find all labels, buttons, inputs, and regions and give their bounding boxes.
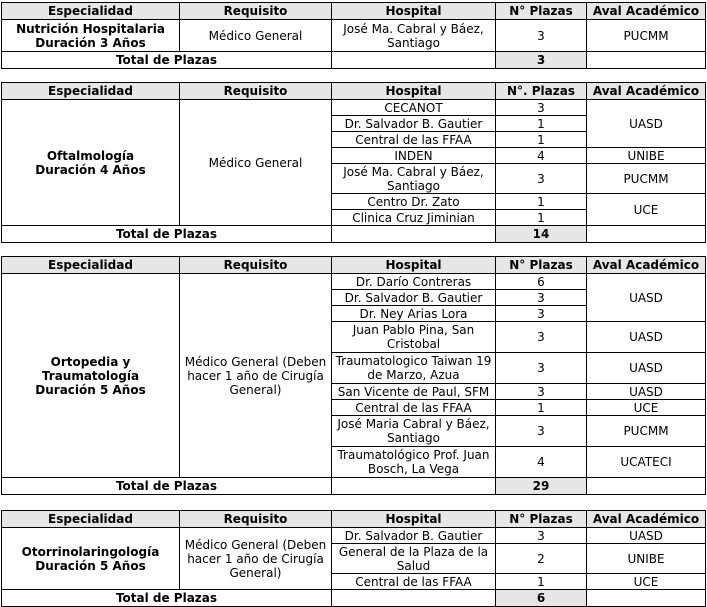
- specialty-duration: Duración 5 Años: [35, 382, 146, 397]
- hospital-cell: José Ma. Cabral y Báez, Santiago: [332, 164, 496, 194]
- plazas-cell: 6: [496, 274, 587, 290]
- header-hospital: Hospital: [332, 83, 496, 100]
- specialty-name: Ortopedia y Traumatología: [41, 354, 140, 383]
- header-aval: Aval Académico: [587, 3, 706, 20]
- total-empty: [587, 590, 706, 607]
- header-row: [2, 257, 706, 274]
- plazas-cell: 1: [496, 574, 587, 590]
- header-plazas: N° Plazas: [496, 3, 587, 20]
- hospital-cell: Central de las FFAA: [332, 400, 496, 416]
- header-requisito: Requisito: [180, 257, 332, 274]
- table-ortopedia: [1, 256, 706, 495]
- hospital-cell: Dr. Ney Arias Lora: [332, 306, 496, 322]
- header-plazas: N° Plazas: [496, 257, 587, 274]
- aval-cell: UASD: [587, 528, 706, 544]
- total-empty: [587, 226, 706, 243]
- aval-cell: UASD: [587, 384, 706, 400]
- header-row: [2, 511, 706, 528]
- requisito-cell: Médico General: [180, 20, 332, 52]
- total-spacer: [332, 590, 496, 607]
- header-requisito: Requisito: [180, 83, 332, 100]
- aval-cell: UNIBE: [587, 544, 706, 574]
- header-especialidad: Especialidad: [2, 511, 180, 528]
- hospital-cell: Central de las FFAA: [332, 574, 496, 590]
- hospital-cell: Traumatológico Prof. Juan Bosch, La Vega: [332, 447, 496, 478]
- header-row: [2, 3, 706, 20]
- total-label: Total de Plazas: [2, 52, 332, 69]
- total-row: [2, 52, 706, 69]
- hospital-cell: Dr. Salvador B. Gautier: [332, 116, 496, 132]
- plazas-cell: 3: [496, 306, 587, 322]
- hospital-cell: INDEN: [332, 148, 496, 164]
- aval-cell: UASD: [587, 322, 706, 353]
- aval-cell: UCE: [587, 194, 706, 226]
- header-aval: Aval Académico: [587, 511, 706, 528]
- total-label: Total de Plazas: [2, 478, 332, 495]
- specialty-duration: Duración 5 Años: [35, 558, 146, 573]
- hospital-cell: Juan Pablo Pina, San Cristobal: [332, 322, 496, 353]
- hospital-cell: Dr. Salvador B. Gautier: [332, 290, 496, 306]
- plazas-cell: 3: [496, 100, 587, 116]
- header-aval: Aval Académico: [587, 257, 706, 274]
- plazas-cell: 3: [496, 416, 587, 447]
- plazas-cell: 1: [496, 400, 587, 416]
- hospital-cell: José Ma. Cabral y Báez, Santiago: [332, 20, 496, 52]
- plazas-cell: 3: [496, 20, 587, 52]
- header-row: [2, 83, 706, 100]
- header-hospital: Hospital: [332, 257, 496, 274]
- table-row: [2, 100, 706, 116]
- total-row: [2, 226, 706, 243]
- plazas-cell: 3: [496, 322, 587, 353]
- header-especialidad: Especialidad: [2, 257, 180, 274]
- aval-cell: PUCMM: [587, 416, 706, 447]
- table-oftalmologia: [1, 82, 706, 243]
- table-row: [2, 20, 706, 52]
- total-value: 3: [496, 52, 587, 69]
- requisito-cell: Médico General (Deben hacer 1 año de Cirugía General): [180, 274, 332, 478]
- hospital-cell: CECANOT: [332, 100, 496, 116]
- specialty-name: Oftalmología: [46, 148, 135, 163]
- plazas-cell: 1: [496, 210, 587, 226]
- aval-cell: UCATECI: [587, 447, 706, 478]
- header-requisito: Requisito: [180, 511, 332, 528]
- plazas-cell: 3: [496, 353, 587, 384]
- plazas-cell: 3: [496, 164, 587, 194]
- specialty-cell: [2, 100, 180, 226]
- total-value: 14: [496, 226, 587, 243]
- total-label: Total de Plazas: [2, 590, 332, 607]
- plazas-cell: 1: [496, 132, 587, 148]
- hospital-cell: San Vicente de Paul, SFM: [332, 384, 496, 400]
- header-aval: Aval Académico: [587, 83, 706, 100]
- aval-cell: UCE: [587, 400, 706, 416]
- total-spacer: [332, 478, 496, 495]
- specialty-cell: [2, 528, 180, 590]
- aval-cell: UCE: [587, 574, 706, 590]
- plazas-cell: 3: [496, 528, 587, 544]
- aval-cell: UASD: [587, 100, 706, 148]
- plazas-cell: 4: [496, 148, 587, 164]
- header-plazas: N° Plazas: [496, 511, 587, 528]
- requisito-cell: Médico General: [180, 100, 332, 226]
- specialty-name: Nutrición Hospitalaria: [16, 21, 165, 36]
- total-value: 29: [496, 478, 587, 495]
- header-especialidad: Especialidad: [2, 3, 180, 20]
- aval-cell: PUCMM: [587, 164, 706, 194]
- table-row: [2, 528, 706, 544]
- total-label: Total de Plazas: [2, 226, 332, 243]
- plazas-cell: 4: [496, 447, 587, 478]
- specialty-name: Otorrinolaringología: [21, 544, 160, 559]
- total-spacer: [332, 226, 496, 243]
- total-row: [2, 478, 706, 495]
- specialty-cell: [2, 274, 180, 478]
- aval-cell: UASD: [587, 353, 706, 384]
- total-row: [2, 590, 706, 607]
- hospital-cell: Centro Dr. Zato: [332, 194, 496, 210]
- hospital-cell: Dr. Salvador B. Gautier: [332, 528, 496, 544]
- header-especialidad: Especialidad: [2, 83, 180, 100]
- aval-cell: UNIBE: [587, 148, 706, 164]
- specialty-duration: Duración 3 Años: [35, 35, 146, 50]
- header-hospital: Hospital: [332, 511, 496, 528]
- total-spacer: [332, 52, 496, 69]
- hospital-cell: José Maria Cabral y Báez, Santiago: [332, 416, 496, 447]
- header-requisito: Requisito: [180, 3, 332, 20]
- table-nutricion: [1, 2, 706, 69]
- total-empty: [587, 478, 706, 495]
- specialty-cell: [2, 20, 180, 52]
- aval-cell: UASD: [587, 274, 706, 322]
- plazas-cell: 1: [496, 194, 587, 210]
- hospital-cell: Clinica Cruz Jiminian: [332, 210, 496, 226]
- table-otorrino: [1, 510, 706, 607]
- total-value: 6: [496, 590, 587, 607]
- hospital-cell: Central de las FFAA: [332, 132, 496, 148]
- specialty-duration: Duración 4 Años: [35, 162, 146, 177]
- hospital-cell: Dr. Darío Contreras: [332, 274, 496, 290]
- requisito-cell: Médico General (Deben hacer 1 año de Cirugía General): [180, 528, 332, 590]
- hospital-cell: Traumatologico Taiwan 19 de Marzo, Azua: [332, 353, 496, 384]
- table-row: [2, 274, 706, 290]
- aval-cell: PUCMM: [587, 20, 706, 52]
- plazas-cell: 3: [496, 384, 587, 400]
- header-hospital: Hospital: [332, 3, 496, 20]
- total-empty: [587, 52, 706, 69]
- hospital-cell: General de la Plaza de la Salud: [332, 544, 496, 574]
- plazas-cell: 2: [496, 544, 587, 574]
- header-plazas: N°. Plazas: [496, 83, 587, 100]
- plazas-cell: 1: [496, 116, 587, 132]
- plazas-cell: 3: [496, 290, 587, 306]
